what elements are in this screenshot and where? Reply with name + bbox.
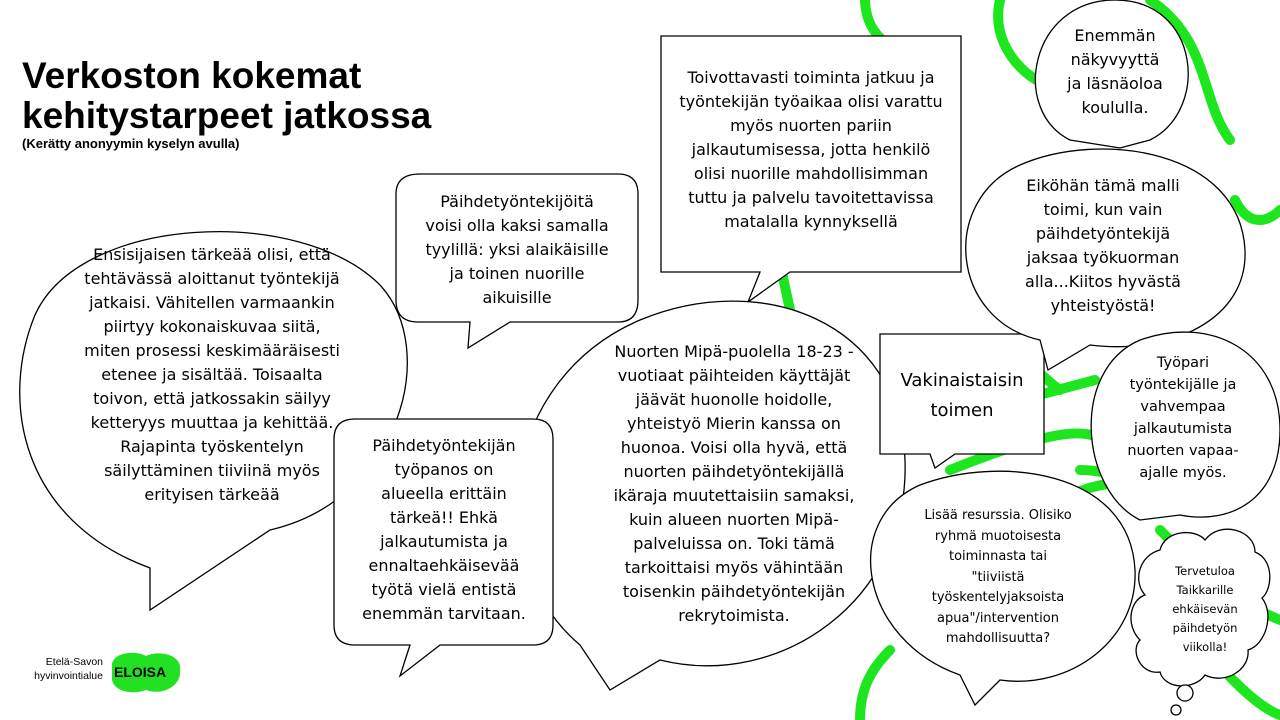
bubble-mipa-text: Nuorten Mipä-puolella 18-23 - vuotiaat päihteiden käyttäjät jäävät huonolle hoidolle, yhteistyö Mierin kanssa on huonoa. Voisi olla hyvä, että nuorten päihdetyöntekijällä ikäraja muutettaisiin samaksi, kuin alueen nuorten Mipä- palveluissa on. Toki tämä tarkoittaisi myös vähintään toisenkin päihdetyöntekijän rekrytoimista. <box>613 342 855 625</box>
bubble-continue-hope-text: Toivottavasti toiminta jatkuu ja työntekijän työaikaa olisi varattu myös nuorten pariin jalkautumisessa, jotta henkilö olisi nuorille mahdollisimman tuttu ja palvelu tavoitettavissa matalalla kynnyksellä <box>679 68 943 231</box>
bubble-model-works-text: Eiköhän tämä malli toimi, kun vain päihdetyöntekijä jaksaa työkuorman alla...Kiitos hyvästä yhteistyöstä! <box>1025 176 1181 315</box>
bubble-two-workers-text: Päihdetyöntekijöitä voisi olla kaksi samalla tyylillä: yksi alaikäisille ja toinen nuorille aikuisille <box>425 192 609 307</box>
bubble-permanent-text: Vakinaistaisin toimen <box>900 370 1024 421</box>
bubble-more-resources-text: Lisää resurssia. Olisiko ryhmä muotoisesta toiminnasta tai "tiiviistä työskentelyjaksoista apua"/intervention mahdollisuutta? <box>924 508 1072 646</box>
bubble-left-large-text: Ensisijaisen tärkeää olisi, että tehtävässä aloittanut työntekijä jatkaisi. Vähitellen varmaankin piirtyy kokonaiskuvaa siitä, miten prosessi keskimääräisesti etenee ja sisältää. Toisaalta toivon, että jatkossakin säilyy ketteryys muuttaa ja kehittää. Rajapinta työskentelyn säilyttäminen tiiviinä myös erityisen tärkeää <box>84 245 340 504</box>
bubble-visibility-text: Enemmän näkyvyyttä ja läsnäoloa koululla. <box>1067 26 1163 117</box>
brand-name: ELOISA <box>114 664 167 680</box>
org-name <box>19 655 103 683</box>
org-name-line1: Etelä-Savon <box>45 656 103 668</box>
page-subtitle: (Kerätty anonyymin kyselyn avulla) <box>22 136 240 151</box>
page-title-line2: kehitystarpeet jatkossa <box>22 95 432 136</box>
thought-dot-large <box>1177 685 1193 701</box>
bubble-welcome-text: Tervetuloa Taikkarille ehkäisevän päihdetyön viikolla! <box>1172 564 1238 654</box>
org-name-line2: hyvinvointialue <box>34 670 103 682</box>
page-title-line1: Verkoston kokemat <box>22 55 362 96</box>
bubble-work-pair-text: Työpari työntekijälle ja vahvempaa jalkautumista nuorten vapaa- ajalle myös. <box>1127 355 1239 481</box>
thought-dot-small <box>1171 705 1181 715</box>
bubble-work-input-text: Päihdetyöntekijän työpanos on alueella erittäin tärkeä!! Ehkä jalkautumista ja ennaltaehkäisevää työtä vielä entistä enemmän tarvitaan. <box>362 436 526 623</box>
page-title <box>22 56 431 136</box>
